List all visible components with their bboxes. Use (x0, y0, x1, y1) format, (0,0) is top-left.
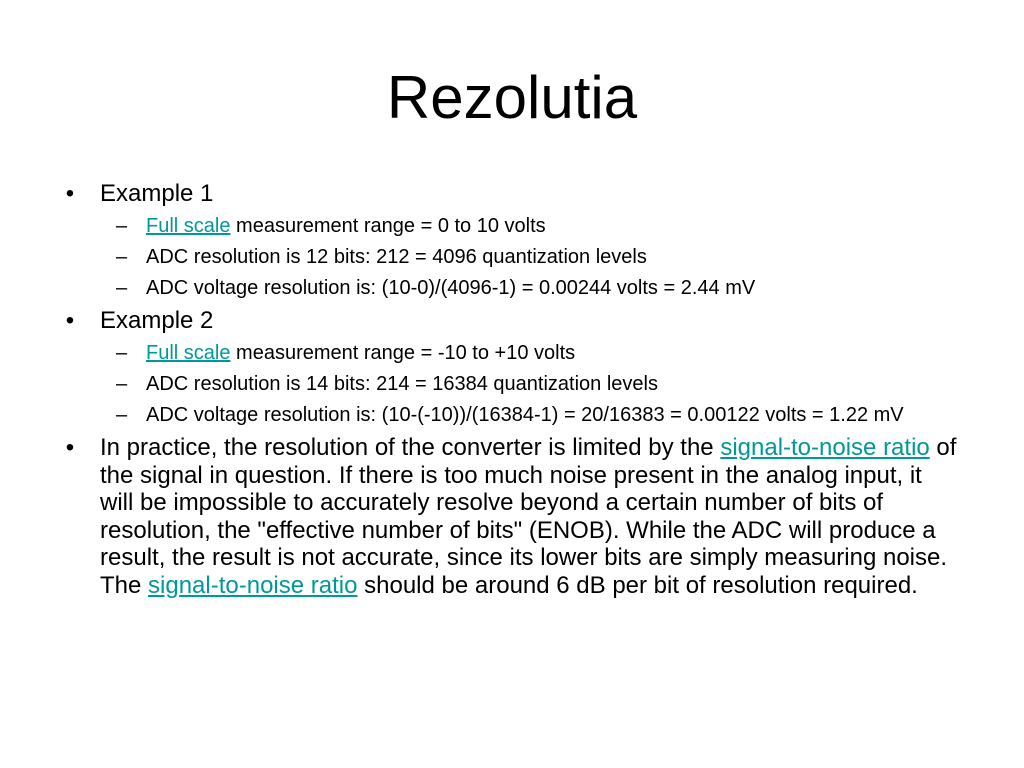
sub-bullet (60, 403, 960, 427)
sub-bullet (60, 276, 960, 300)
sub-bullet (60, 341, 960, 365)
sub-bullet-text: ADC voltage resolution is: (10-0)/(4096-1) = 0.00244 volts = 2.44 mV (146, 277, 756, 299)
bullet-example-2 (60, 307, 960, 335)
example-2-heading: Example 2 (100, 307, 214, 334)
bullet-marker: • (65, 180, 75, 207)
sub-bullet (60, 245, 960, 269)
sub-bullet (60, 214, 960, 238)
practice-text-part-2: of the signal in question. If there is too much noise present in the analog input, it will be impossible to accurately resolve beyond a certain number of bits of resolution, the "effective number of bits" (ENOB). While the ADC will produce a result, the result is not accurate, since its lower bits are simply measuring noise. The (100, 434, 957, 599)
dash-marker: – (116, 215, 128, 237)
sub-bullet (60, 372, 960, 396)
slide-title: Rezolutia (386, 64, 638, 131)
signal-to-noise-ratio-link[interactable]: signal-to-noise ratio (148, 571, 358, 599)
sub-bullet-text: measurement range = -10 to +10 volts (230, 342, 576, 364)
example-2-subitems (60, 341, 960, 427)
sub-bullet-text: measurement range = 0 to 10 volts (230, 215, 546, 237)
bullet-marker: • (65, 434, 75, 461)
bullet-marker: • (65, 307, 75, 334)
dash-marker: – (116, 277, 128, 299)
dash-marker: – (116, 404, 128, 426)
practice-text-part-3: should be around 6 dB per bit of resolution required. (357, 571, 918, 599)
dash-marker: – (116, 246, 128, 268)
sub-bullet-text: ADC voltage resolution is: (10-(-10))/(16384-1) = 20/16383 = 0.00122 volts = 1.22 mV (146, 404, 904, 426)
signal-to-noise-ratio-link[interactable]: signal-to-noise ratio (720, 434, 930, 461)
example-1-heading: Example 1 (100, 180, 214, 207)
bullet-example-1 (60, 180, 960, 208)
slide-content (60, 180, 960, 605)
dash-marker: – (116, 373, 128, 395)
sub-bullet-text: ADC resolution is 12 bits: 212 = 4096 quantization levels (146, 246, 647, 268)
practice-text-part-1: In practice, the resolution of the converter is limited by the (100, 434, 721, 461)
full-scale-link[interactable]: Full scale (146, 215, 231, 237)
example-1-subitems (60, 214, 960, 300)
sub-bullet-text: ADC resolution is 14 bits: 214 = 16384 quantization levels (146, 373, 658, 395)
dash-marker: – (116, 342, 128, 364)
full-scale-link[interactable]: Full scale (146, 342, 231, 364)
bullet-practice (60, 434, 960, 599)
